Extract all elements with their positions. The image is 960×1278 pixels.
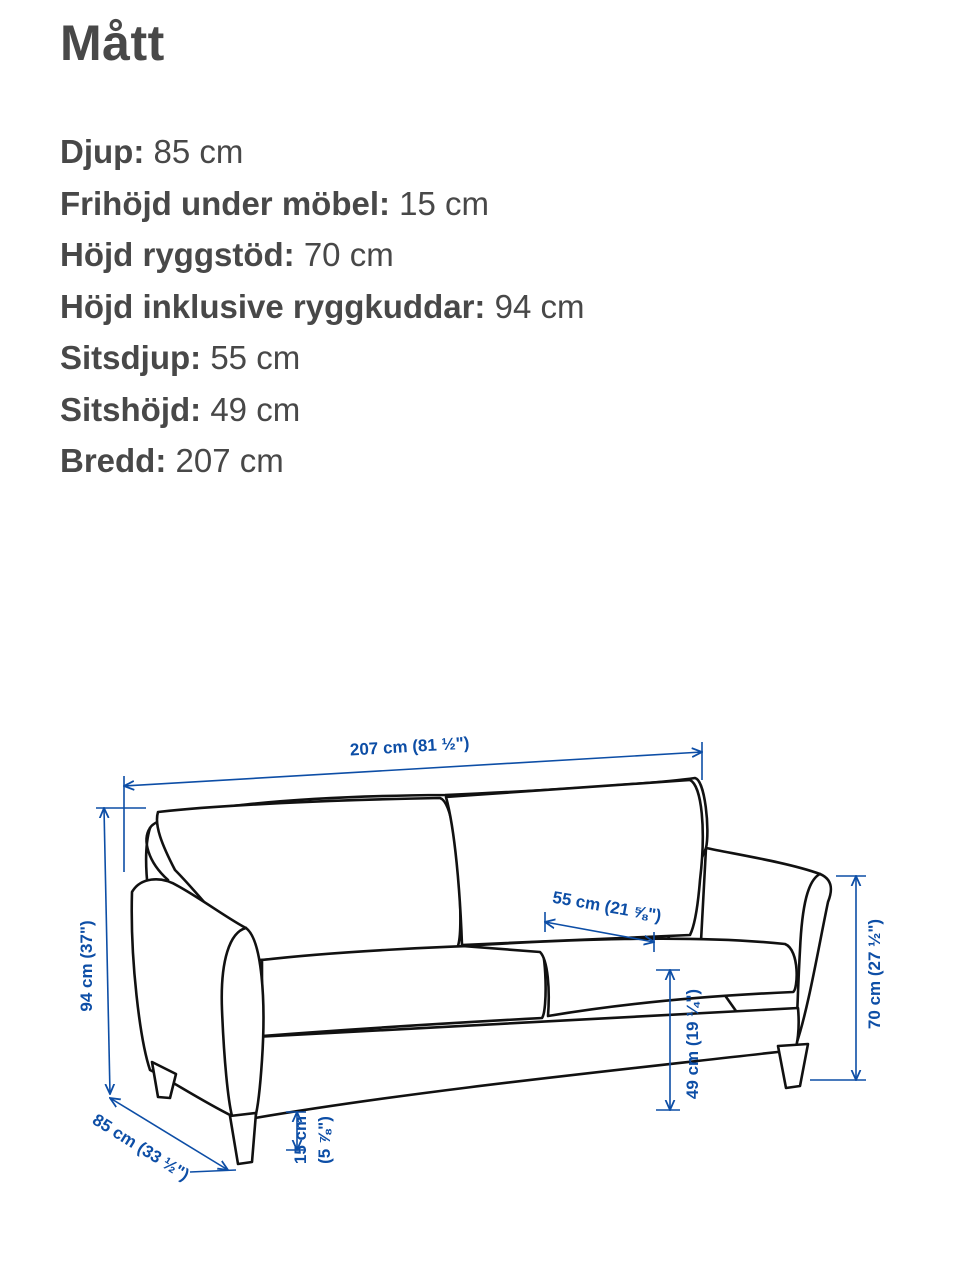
seat-height-label: 49 cm (19 ¼") bbox=[683, 988, 702, 1100]
spec-width bbox=[60, 435, 584, 487]
spec-label: Frihöjd under möbel: bbox=[60, 184, 390, 222]
spec-value: 94 cm bbox=[494, 287, 585, 325]
width-label: 207 cm (81 ½") bbox=[349, 733, 470, 760]
back-height-label: 70 cm (27 ½") bbox=[865, 918, 884, 1030]
spec-label: Höjd inklusive ryggkuddar: bbox=[60, 287, 486, 325]
spec-label: Sitshöjd: bbox=[60, 390, 202, 428]
spec-seat-depth bbox=[60, 332, 584, 384]
seat-depth-label: 55 cm (21 ⅝") bbox=[551, 887, 663, 926]
dimension-spec-list bbox=[60, 126, 584, 487]
sofa-dimension-diagram bbox=[0, 700, 960, 1240]
depth-extension-front bbox=[190, 1170, 236, 1172]
spec-value: 15 cm bbox=[399, 184, 490, 222]
spec-label: Sitsdjup: bbox=[60, 339, 202, 376]
spec-height-with-cushions bbox=[60, 281, 584, 333]
sofa-leg-front-left bbox=[230, 1113, 256, 1164]
sofa-leg-front-right bbox=[778, 1044, 808, 1088]
spec-seat-height bbox=[60, 384, 584, 436]
sofa-drawing bbox=[132, 778, 831, 1164]
total-height-label: 94 cm (37") bbox=[77, 920, 96, 1012]
width-dimension-line bbox=[124, 752, 702, 786]
clearance-label-cm: 15 cm bbox=[291, 1115, 310, 1165]
spec-value: 207 cm bbox=[175, 442, 284, 479]
spec-depth bbox=[60, 126, 584, 178]
spec-backrest-height bbox=[60, 229, 584, 281]
spec-floor-clearance bbox=[60, 178, 584, 230]
spec-value: 70 cm bbox=[303, 236, 394, 273]
spec-value: 49 cm bbox=[210, 390, 301, 428]
seat-cushion-left bbox=[262, 944, 546, 1036]
depth-label: 85 cm (33 ½") bbox=[89, 1110, 193, 1185]
total-height-dimension-line bbox=[104, 808, 110, 1094]
spec-value: 55 cm bbox=[210, 339, 301, 376]
spec-label: Bredd: bbox=[60, 442, 167, 479]
back-cushion-right bbox=[446, 780, 703, 945]
page-title: Mått bbox=[60, 15, 165, 71]
clearance-label-in: (5 ⅞") bbox=[315, 1116, 334, 1164]
spec-label: Höjd ryggstöd: bbox=[60, 236, 295, 273]
spec-value: 85 cm bbox=[153, 133, 244, 170]
spec-label: Djup: bbox=[60, 133, 145, 170]
